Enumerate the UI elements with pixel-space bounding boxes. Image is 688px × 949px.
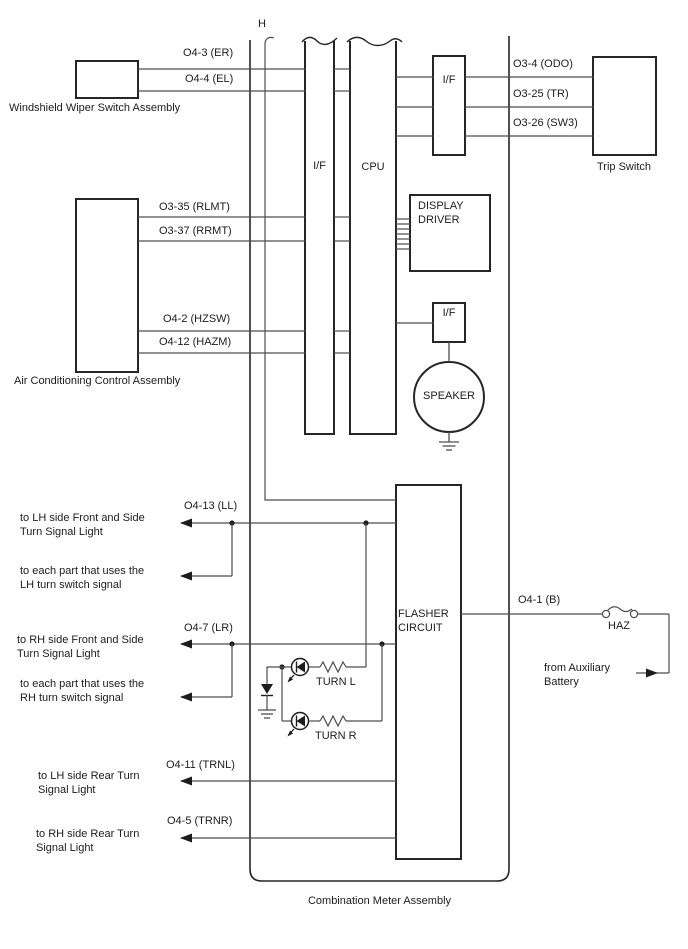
cpu-label: CPU <box>361 161 385 173</box>
haz-switch-contact <box>630 610 637 617</box>
turn-l-resistor-icon <box>320 662 346 672</box>
if-trip-box <box>433 56 465 155</box>
wire-o4-7 <box>180 640 396 722</box>
flasher-circuit-box <box>396 485 461 859</box>
assembly-title: Combination Meter Assembly <box>307 895 452 907</box>
if-speaker-label: I/F <box>442 307 456 319</box>
display-driver-bus <box>396 219 410 249</box>
pin-o3-25: O3-25 (TR) <box>513 88 569 100</box>
dest-rh-each: to each part that uses the RH turn switch signal <box>20 678 145 704</box>
pin-o3-37: O3-37 (RRMT) <box>159 225 232 237</box>
wire-o4-5 <box>180 834 396 843</box>
speaker-label: SPEAKER <box>423 390 475 402</box>
pin-o4-2: O4-2 (HZSW) <box>163 313 231 325</box>
if-main-label: I/F <box>313 160 326 172</box>
pin-o4-5: O4-5 (TRNR) <box>167 815 233 827</box>
pin-o4-3: O4-3 (ER) <box>183 47 234 59</box>
pin-o3-4: O3-4 (ODO) <box>513 58 573 70</box>
ac-assembly-label: Air Conditioning Control Assembly <box>14 375 181 387</box>
dest-lh-rear: to LH side Rear Turn Signal Light <box>38 770 140 796</box>
pin-o4-11: O4-11 (TRNL) <box>166 759 235 771</box>
pin-o4-1: O4-1 (B) <box>518 594 561 606</box>
dest-rh-front: to RH side Front and Side Turn Signal Light <box>17 634 144 660</box>
pin-o4-4: O4-4 (EL) <box>185 73 234 85</box>
ac-control-box <box>76 199 138 372</box>
haz-switch-blade <box>608 607 632 612</box>
trip-switch-box <box>593 57 656 155</box>
dest-lh-front: to LH side Front and Side Turn Signal Light <box>20 512 145 538</box>
trip-switch-label: Trip Switch <box>597 161 651 173</box>
dest-rh-rear: to RH side Rear Turn Signal Light <box>36 828 140 854</box>
haz-label: HAZ <box>608 620 630 632</box>
turn-r-label: TURN R <box>315 730 357 742</box>
if-trip-label: I/F <box>442 74 456 86</box>
flasher-circuit-label: FLASHER CIRCUIT <box>398 608 449 634</box>
h-bus-label: H <box>258 18 266 30</box>
diode-ground-branch <box>258 667 282 721</box>
pin-o4-13: O4-13 (LL) <box>184 500 238 512</box>
wiper-switch-box <box>76 61 138 98</box>
diode-icon <box>261 684 273 694</box>
cpu-box <box>350 41 396 434</box>
display-driver-label: DISPLAY DRIVER <box>418 200 464 226</box>
if-main-box <box>305 41 334 434</box>
pin-o3-26: O3-26 (SW3) <box>513 117 578 129</box>
pin-o3-35: O3-35 (RLMT) <box>159 201 230 213</box>
pin-o4-12: O4-12 (HAZM) <box>159 336 232 348</box>
turn-r-resistor-icon <box>320 716 346 726</box>
wire-o4-11 <box>180 777 396 786</box>
pin-o4-7: O4-7 (LR) <box>184 622 233 634</box>
turn-l-label: TURN L <box>316 676 356 688</box>
wiper-assembly-label: Windshield Wiper Switch Assembly <box>9 102 181 114</box>
haz-switch-contact <box>602 610 609 617</box>
aux-battery-label: from Auxiliary Battery <box>544 662 611 688</box>
wire-o4-13 <box>180 519 396 668</box>
dest-lh-each: to each part that uses the LH turn switch signal <box>20 565 145 591</box>
